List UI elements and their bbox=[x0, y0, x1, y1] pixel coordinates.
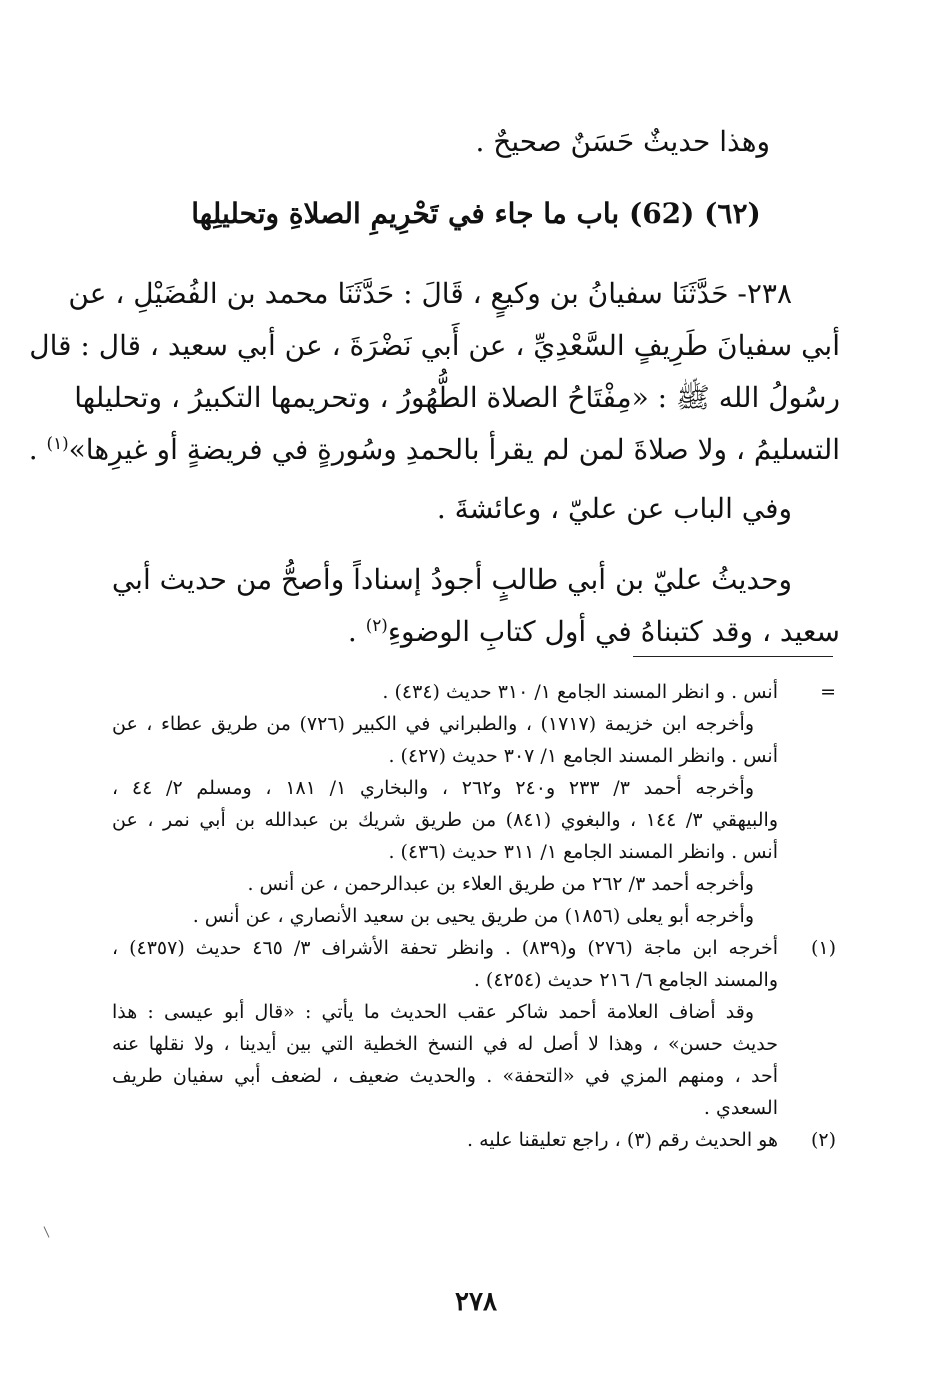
bab-line: وفي الباب عن عليّ ، وعائشةَ . bbox=[436, 492, 792, 525]
comment-line-1: وحديثُ عليّ بن أبي طالبٍ أجودُ إسناداً وأصحُّ من حديث أبي bbox=[111, 563, 792, 596]
footnote-ref-1: (١) bbox=[46, 432, 69, 453]
footnotes bbox=[112, 676, 834, 1156]
footnote-line: وأخرجه ابن خزيمة (١٧١٧) ، والطبراني في الكبير (٧٢٦) من طريق عطاء ، عن bbox=[112, 713, 754, 735]
hadith-line-4 bbox=[28, 424, 840, 476]
footnote-continuation-marker: = bbox=[820, 681, 836, 703]
footnote-line: أنس . و انظر المسند الجامع ١/ ٣١٠ حديث (٤٣٤) . bbox=[382, 681, 778, 703]
footnote-line: والبيهقي ٣/ ١٤٤ ، والبغوي (٨٤١) من طريق شريك بن عبدالله بن أبي نمر ، عن bbox=[112, 809, 778, 831]
footnote-line: وأخرجه أحمد ٣/ ٢٣٣ و٢٤٠ و٢٦٢ ، والبخاري ١/ ١٨١ ، ومسلم ٢/ ٤٤ ، bbox=[112, 777, 755, 799]
bab-paragraph bbox=[112, 483, 840, 535]
footnote-line: وقد أضاف العلامة أحمد شاكر عقب الحديث ما يأتي : «قال أبو عيسى : هذا bbox=[112, 1001, 754, 1023]
comment-line-2 bbox=[112, 606, 840, 658]
intro-line: وهذا حديثٌ حَسَنٌ صحيحٌ . bbox=[475, 125, 770, 158]
chapter-heading: (٦٢) (62) باب ما جاء في تَحْرِيمِ الصلاةِ وتحليلِها bbox=[191, 197, 761, 230]
footnote-line: وأخرجه أحمد ٣/ ٢٦٢ من طريق العلاء بن عبدالرحمن ، عن أنس . bbox=[247, 873, 754, 895]
footnote-line: أخرجه ابن ماجة (٢٧٦) و(٨٣٩) . وانظر تحفة الأشراف ٣/ ٤٦٥ حديث (٤٣٥٧) ، bbox=[112, 937, 778, 959]
footnote-continuation bbox=[112, 676, 834, 932]
hadith-line-3: رسُولُ الله ﷺ : «مِفْتَاحُ الصلاة الطُّهُورُ ، وتحريمها التكبيرُ ، وتحليلها bbox=[74, 381, 840, 414]
comment-paragraph bbox=[112, 554, 840, 658]
footnote-2 bbox=[112, 1124, 834, 1156]
hadith-line-2: أبي سفيانَ طَرِيفٍ السَّعْدِيِّ ، عن أَبي نَضْرَةَ ، عن أبي سعيد ، قال : قال bbox=[29, 329, 840, 362]
footnote-line: أنس . وانظر المسند الجامع ١/ ٣١١ حديث (٤٣٦) . bbox=[388, 841, 778, 863]
hadith-line-1: ٢٣٨- حَدَّثَنَا سفيانُ بن وكيعٍ ، قَالَ : حَدَّثَنَا محمد بن الفُضَيْلِ ، عن bbox=[68, 277, 792, 310]
footnote-2-body bbox=[112, 1124, 778, 1156]
comment-line-2-text: سعيد ، وقد كتبناهُ في أول كتابِ الوضوءِ bbox=[387, 615, 840, 648]
footnote-1-marker: (١) bbox=[810, 937, 836, 959]
intro-paragraph bbox=[112, 116, 840, 168]
footnote-2-marker: (٢) bbox=[810, 1129, 836, 1151]
footnote-line: أنس . وانظر المسند الجامع ١/ ٣٠٧ حديث (٤٢٧) . bbox=[388, 745, 778, 767]
footnote-continuation-body bbox=[112, 676, 778, 932]
comment-line-2-end: . bbox=[347, 615, 366, 648]
footnote-separator bbox=[633, 656, 833, 657]
footnote-1 bbox=[112, 932, 834, 1124]
footnote-line: السعدي . bbox=[703, 1097, 778, 1119]
footnote-1-body bbox=[112, 932, 778, 1124]
hadith-line-4-text: التسليمُ ، ولا صلاةَ لمن لم يقرأ بالحمدِ وسُورةٍ في فريضةٍ أو غيرِها» bbox=[68, 433, 840, 466]
scan-mark bbox=[44, 1226, 50, 1237]
footnote-ref-2: (٢) bbox=[365, 614, 388, 635]
footnote-line: حديث حسن» ، وهذا لا أصل له في النسخ الخطية التي بين أيدينا ، ولا نقلها عنه bbox=[112, 1033, 778, 1055]
footnote-line: هو الحديث رقم (٣) ، راجع تعليقنا عليه . bbox=[466, 1129, 778, 1151]
footnote-line: وأخرجه أبو يعلى (١٨٥٦) من طريق يحيى بن سعيد الأنصاري ، عن أنس . bbox=[192, 905, 754, 927]
footnote-line: أحد ، ومنهم المزي في «التحفة» . والحديث ضعيف ، لضعف أبي سفيان طريف bbox=[112, 1065, 778, 1087]
footnote-line: والمسند الجامع ٦/ ٢١٦ حديث (٤٢٥٤) . bbox=[473, 969, 778, 991]
page-number: ٢٧٨ bbox=[455, 1287, 497, 1317]
hadith-line-4-end: . bbox=[28, 433, 47, 466]
hadith-paragraph bbox=[28, 268, 840, 476]
